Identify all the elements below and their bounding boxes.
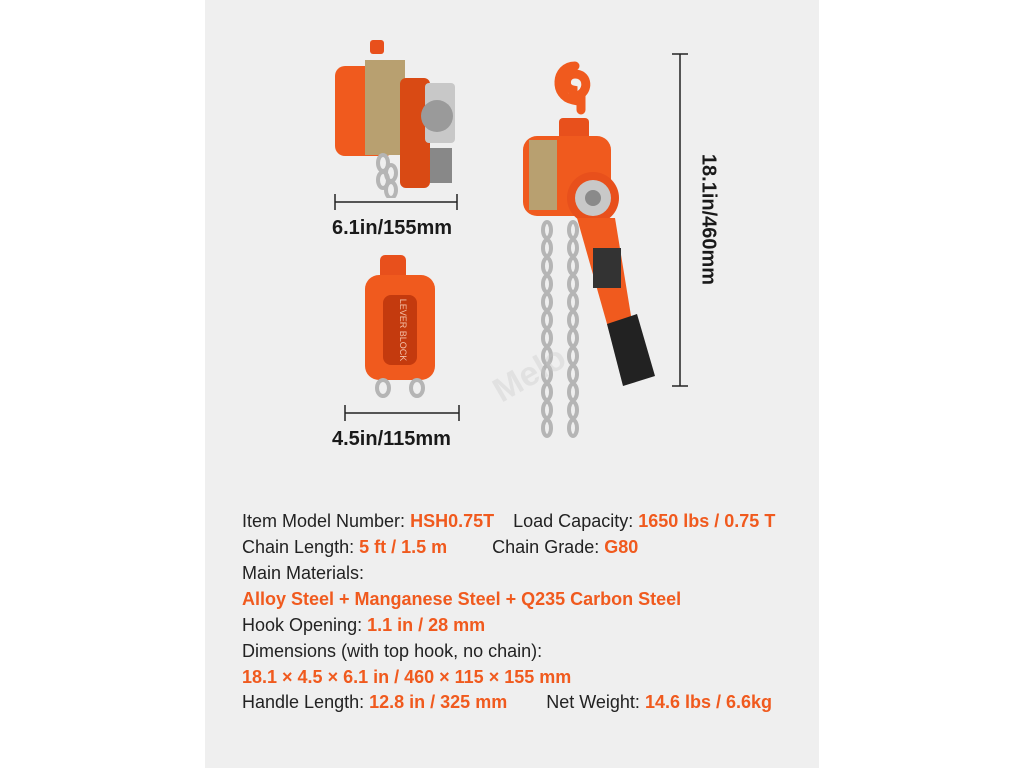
- materials-label: Main Materials:: [242, 563, 365, 583]
- side-view-label-text: LEVER BLOCK: [398, 298, 408, 362]
- height-dimension-line: [670, 52, 690, 388]
- hook-value: 1.1 in / 28 mm: [367, 615, 486, 635]
- spec-row-model-capacity: [242, 511, 775, 532]
- watermark: [440, 330, 620, 420]
- materials-value: Alloy Steel + Manganese Steel + Q235 Carbon Steel: [242, 589, 682, 609]
- capacity-label: Load Capacity:: [513, 511, 634, 531]
- weight-value: 14.6 lbs / 6.6kg: [644, 692, 773, 712]
- hook-label: Hook Opening:: [242, 615, 363, 635]
- chain-grade-value: G80: [604, 537, 639, 557]
- spec-row-hook: [242, 615, 485, 636]
- handle-value: 12.8 in / 325 mm: [369, 692, 508, 712]
- watermark-text: Melo: [486, 338, 573, 410]
- dims-label: Dimensions (with top hook, no chain):: [242, 641, 543, 661]
- capacity-value: 1650 lbs / 0.75 T: [638, 511, 776, 531]
- weight-label: Net Weight:: [546, 692, 640, 712]
- width-dimension-line-top: [333, 192, 459, 212]
- width-dimension-side-label: 4.5in/115mm: [332, 428, 451, 450]
- chain-grade-label: Chain Grade:: [492, 537, 600, 557]
- spec-row-handle-weight: [242, 692, 772, 713]
- lever-hoist-front-view: [325, 38, 475, 198]
- model-value: HSH0.75T: [410, 511, 495, 531]
- chain-length-label: Chain Length:: [242, 537, 355, 557]
- lever-hoist-side-view: [345, 255, 455, 405]
- height-dimension-label: 18.1in/460mm: [697, 153, 720, 286]
- width-dimension-top-label: 6.1in/155mm: [332, 217, 453, 239]
- spec-row-chain: [242, 537, 638, 558]
- chain-length-value: 5 ft / 1.5 m: [359, 537, 448, 557]
- handle-label: Handle Length:: [242, 692, 365, 712]
- dims-value: 18.1 × 4.5 × 6.1 in / 460 × 115 × 155 mm: [242, 667, 572, 687]
- model-label: Item Model Number:: [242, 511, 406, 531]
